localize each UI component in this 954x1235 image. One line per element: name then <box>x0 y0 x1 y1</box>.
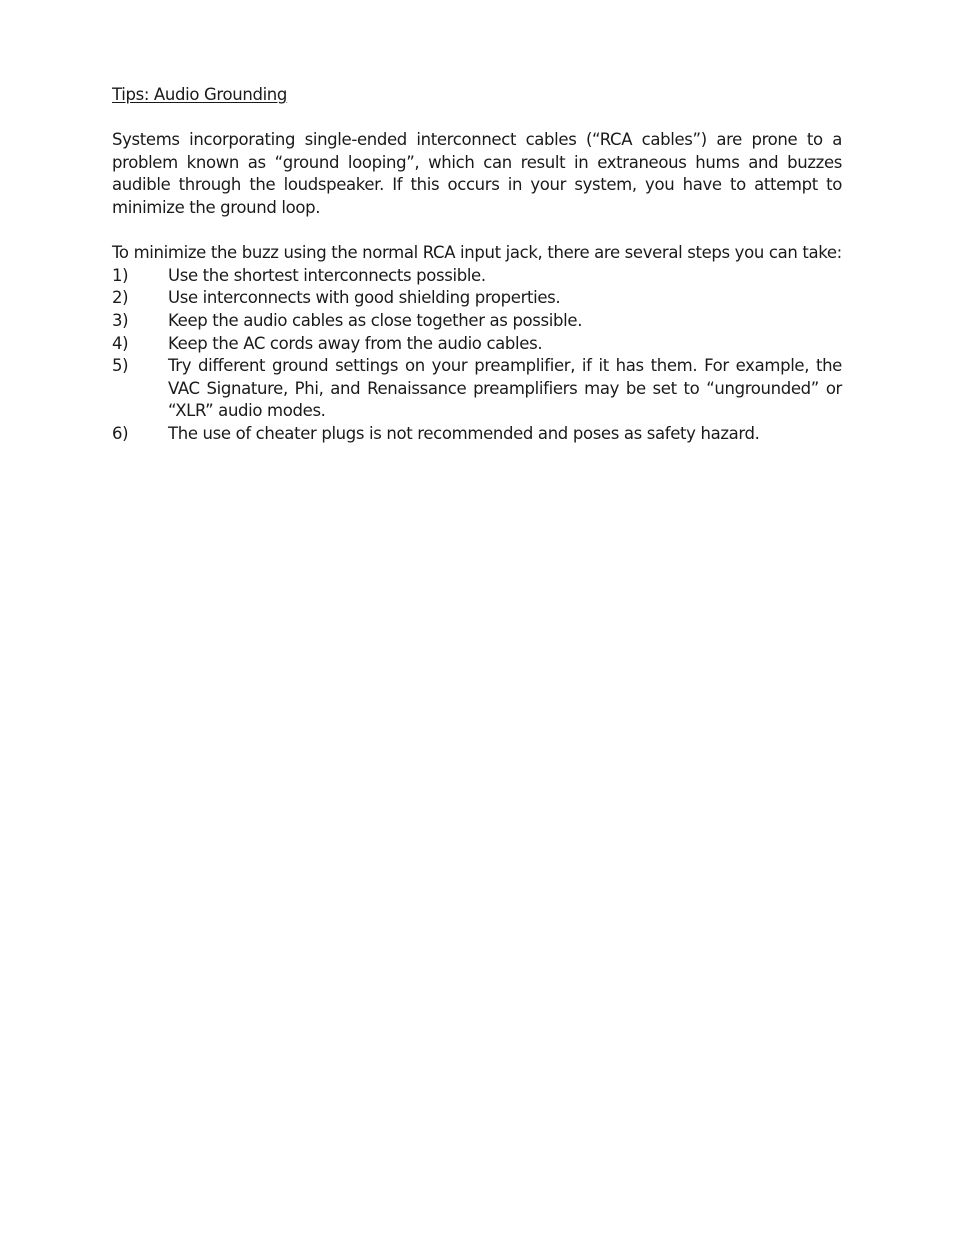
list-item <box>112 355 842 423</box>
section-heading: Tips: Audio Grounding <box>112 85 288 104</box>
step-number: 2) <box>112 288 129 308</box>
list-item <box>112 310 842 333</box>
step-text: The use of cheater plugs is not recommended and poses as safety hazard. <box>168 423 760 443</box>
intro-paragraph: Systems incorporating single-ended interconnect cables (“RCA cables”) are prone to a problem known as “ground looping”, which can result in extraneous hums and buzzes audible through the loudspeaker. If this occurs in your system, you have to attempt to minimize the ground loop. <box>112 130 842 217</box>
step-text: Use interconnects with good shielding properties. <box>168 288 561 308</box>
list-item <box>112 333 842 356</box>
steps-intro: To minimize the buzz using the normal RCA input jack, there are several steps you can take: <box>112 243 842 263</box>
step-text: Keep the audio cables as close together as possible. <box>168 310 583 330</box>
step-number: 4) <box>112 333 129 353</box>
steps-list <box>112 265 842 446</box>
step-text: Keep the AC cords away from the audio cables. <box>168 333 543 353</box>
step-number: 6) <box>112 423 129 443</box>
step-number: 1) <box>112 265 129 285</box>
step-number: 5) <box>112 356 129 376</box>
step-text: Try different ground settings on your preamplifier, if it has them. For example, the VAC Signature, Phi, and Renaissance preamplifiers may be set to “ungrounded” or “XLR” audio modes. <box>168 356 842 421</box>
list-item <box>112 287 842 310</box>
step-text: Use the shortest interconnects possible. <box>168 265 486 285</box>
list-item <box>112 265 842 288</box>
list-item <box>112 423 842 446</box>
step-number: 3) <box>112 310 129 330</box>
document-page <box>112 84 842 446</box>
